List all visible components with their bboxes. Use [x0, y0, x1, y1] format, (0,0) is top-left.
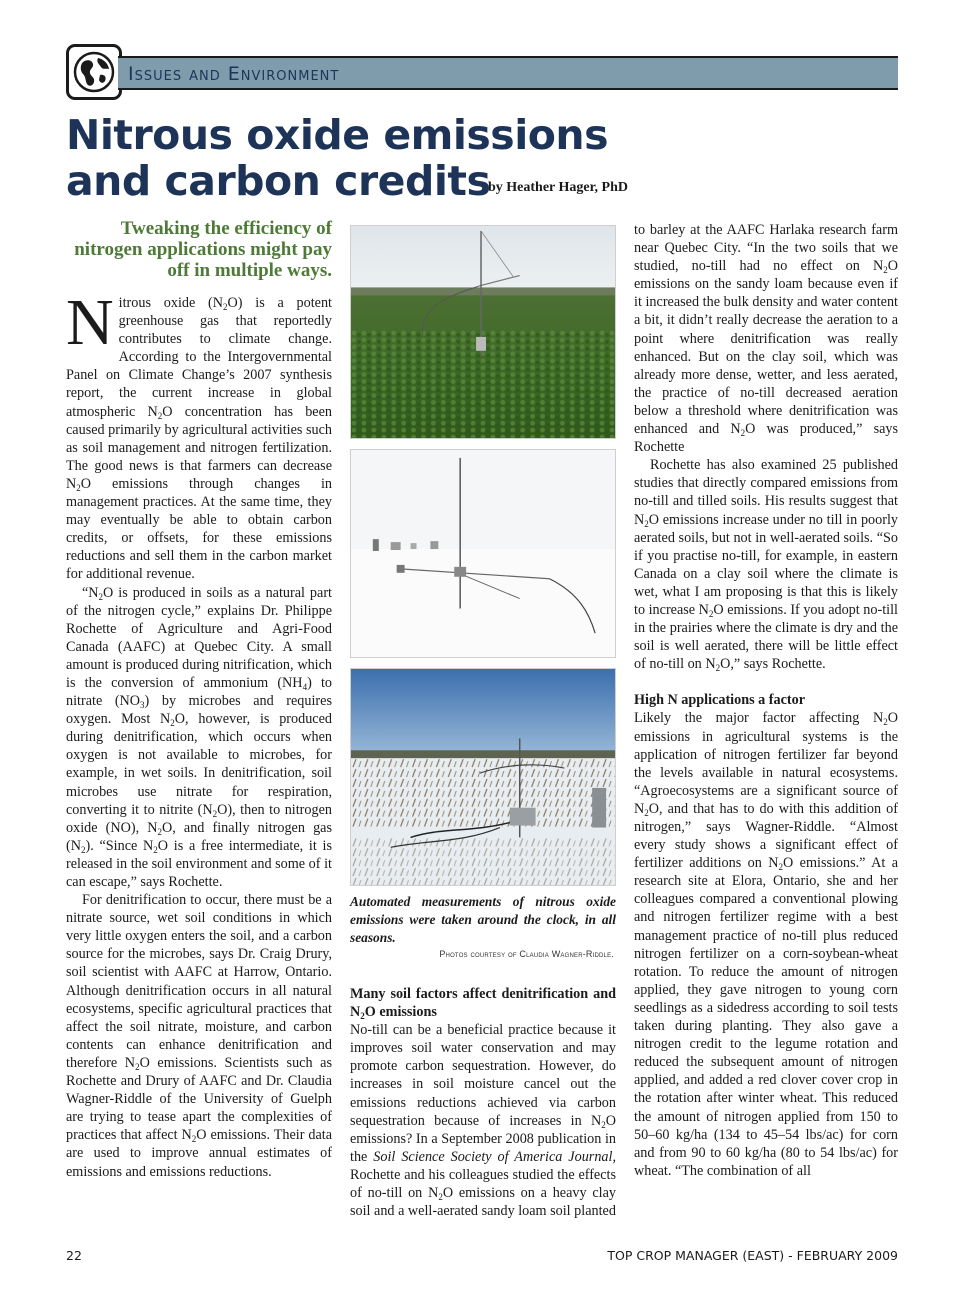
column-2	[350, 985, 616, 1220]
text-run: ) by microbes and requires oxygen. Most N	[66, 693, 332, 728]
subhead-high-n: High N applications a factor	[634, 692, 806, 709]
text-run: “N	[82, 584, 99, 601]
paragraph	[66, 891, 332, 1181]
text-run: O, however, is produced during denitrification, which occurs when oxygen is not available to microbes, for example, in wet soils. In denitrification, soil microbes use nitrate for respiration, converting it to nitrite (N	[66, 711, 332, 818]
text-run: O was produced,” says Rochette	[634, 421, 898, 456]
text-run: itrous oxide (N	[118, 295, 224, 311]
text-run: O emissions	[364, 1004, 437, 1021]
subscript: 2	[740, 428, 746, 439]
subscript: 2	[98, 591, 104, 602]
photo-snowy-cornfield	[350, 668, 616, 886]
photo-winter-tower	[350, 449, 616, 658]
text-run: For denitrification to occur, there must be a nitrate source, wet soil conditions in which very little oxygen enters the soil, and a carbon source for the microbes, says Dr. Craig Drury, soil scientist with AAFC at Harrow, Ontario. Although denitrification occurs in all natural ecosystems, specific agricultural practices that affect the soil nitrate, moisture, and carbon contents can enhance denitrification and therefore N	[66, 892, 332, 1071]
figure-caption: Automated measurements of nitrous oxide emissions were taken around the clock, in all seasons.	[350, 894, 616, 945]
subscript: 2	[212, 808, 218, 819]
text-run: O emissions? In a September 2008 publication in the	[350, 1112, 616, 1165]
text-run: to barley at the AAFC Harlaka research farm near Quebec City. “In the two soils that we studied, no-till had no effect on N	[634, 222, 898, 275]
text-run: ). “Since N	[85, 837, 154, 854]
subscript: 3	[140, 700, 145, 711]
text-run: O is a free intermediate, it is released in the soil environment and some of it can escape,” says Rochette.	[66, 837, 332, 890]
text-run: O is produced in soils as a natural part of the nitrogen cycle,” explains Dr. Philippe Rochette of Agriculture and Agri-Food Canada (AAFC) at Quebec City. A small amount is produced during nitrification, which is the conversion of ammonium (NH	[66, 584, 332, 691]
text-run: O, and finally nitrogen gas (N	[66, 819, 332, 854]
subscript: 2	[601, 1119, 606, 1130]
subscript: 2	[715, 663, 721, 674]
byline: by Heather Hager, PhD	[488, 180, 628, 195]
subscript: 2	[223, 302, 228, 312]
section-label: Issues and Environment	[128, 63, 340, 85]
text-run: O concentration has been caused primarily by agricultural activities such as soil management and nitrogen fertilization. The good news is that farmers can decrease N	[66, 403, 332, 492]
subscript: 2	[708, 608, 714, 619]
text-run: O emissions in agricultural systems is the application of nitrogen fertilizer far beyond the levels available in natural ecosystems. “Agroecosystems are a significant source of N	[634, 710, 898, 817]
subscript: 2	[80, 844, 86, 855]
subscript: 2	[778, 862, 784, 873]
paragraph	[66, 584, 332, 892]
text-run: Many soil factors affect denitrification and N	[350, 986, 616, 1021]
photo-credit: Photos courtesy of Claudia Wagner-Riddle.	[439, 949, 614, 959]
journal-name: Soil Science Society of America Journal,	[373, 1148, 616, 1165]
globe-icon	[72, 50, 116, 94]
text-run: O, and that has to do with this addition of nitrogen,” says Wagner-Riddle. “Almost every study shows a significant effect of fertilizer additions on N	[634, 800, 898, 872]
subscript: 2	[883, 717, 888, 728]
page-number: 22	[66, 1248, 82, 1263]
subscript: 2	[157, 410, 163, 421]
subscript: 2	[644, 518, 649, 529]
subscript: 2	[438, 1192, 443, 1203]
paragraph	[634, 221, 898, 456]
drop-cap: N	[66, 286, 114, 359]
subscript: 4	[302, 681, 308, 692]
subscript: 2	[360, 1011, 365, 1022]
subscript: 2	[191, 1134, 197, 1145]
subhead-soil-factors	[350, 985, 616, 1021]
title-line-2: and carbon credits	[66, 157, 491, 205]
subscript: 2	[157, 826, 162, 837]
subscript: 2	[153, 844, 158, 855]
deck: Tweaking the efficiency of nitrogen applications might pay off in multiple ways.	[74, 218, 332, 281]
section-logo	[66, 44, 122, 100]
subscript: 2	[644, 807, 649, 818]
text-run: ) to nitrate (NO	[66, 674, 332, 710]
subscript: 2	[76, 482, 81, 493]
column-3	[634, 221, 898, 1180]
subscript: 2	[170, 718, 175, 729]
subscript: 2	[135, 1061, 140, 1072]
text-run: O), then to nitrogen oxide (NO), N	[66, 801, 332, 836]
text-run: Likely the major factor affecting N	[634, 710, 884, 727]
subscript: 2	[883, 265, 888, 276]
text-run: O emissions increase under no till in poorly aerated soils, but not in well-aerated soils. “So if you practise no-till, for example, in eastern Canada on a clay soil where the climate is wet, what I am proposing is that this is likely to increase N	[634, 511, 898, 618]
text-run: O emissions on the sandy loam because even if it increased the bulk density and water content a bit, it didn’t really decrease the aeration to a point where denitrification was really enhanced. But on the clay soil, which was already more dense, wetter, and less aerated, the practice of no-till decreased aeration below a threshold where denitrification was enhanced and N	[634, 258, 898, 438]
text-run: O emissions.” At a research site at Elora, Ontario, she and her colleagues compared a conventional plowing and nitrogen fertilizer regime with a best management practice of no-till plus reduced nitrogen fertilizer on a corn-soybean-wheat rotation. To reduce the amount of nitrogen applied, they gave nitrogen to young corn seedlings as a sidedress according to soil tests taken during planting. They also gave a nitrogen credit to the legume rotation and reduced the subsequent amount of nitrogen applied, and added a red clover cover crop in the rotation after winter wheat. This reduced the amount of nitrogen applied from 150 to 50–60 kg/ha (134 to 45–54 lbs/ac) for corn and from 90 to 60 kg/ha (80 to 54 lbs/ac) for wheat. “The combination of all	[634, 855, 898, 1179]
text-run: O) is a potent greenhouse gas that reportedly contributes to climate change. According to the Intergovernmental Panel on Climate Change’s 2007 synthesis report, the current increase in global atmospheric N	[66, 295, 332, 420]
text-run: Rochette has also examined 25 published studies that directly compared emissions from no-till and tilled soils. His results suggest that N	[634, 457, 898, 528]
text-run: O emissions on a heavy clay soil and a well-aerated sandy loam soil planted	[350, 1185, 617, 1220]
text-run: No-till can be a beneficial practice because it improves soil water conservation and may promote carbon sequestration. However, do increases in soil moisture cancel out the emissions reductions achieved via carbon sequestration because of increases in N	[350, 1022, 616, 1129]
text-run: O emissions. Their data are used to improve annual estimates of emissions and emissions reductions.	[66, 1127, 332, 1180]
text-run: O,” says Rochette.	[720, 656, 826, 673]
publication-info: TOP CROP MANAGER (EAST) - FEBRUARY 2009	[607, 1248, 898, 1263]
paragraph	[350, 1021, 616, 1220]
text-run: O emissions. If you adopt no-till in the prairies where the climate is dry and the soil is well aerated, there will be little effect of no-till on N	[634, 601, 898, 673]
text-run: O emissions. Scientists such as Rochette and Drury of AAFC and Dr. Claudia Wagner-Riddle of the University of Guelph are trying to tease apart the complexities of practices that affect N	[66, 1054, 332, 1144]
paragraph	[634, 709, 898, 1179]
paragraph	[66, 286, 332, 584]
photo-soybean-field	[350, 225, 616, 439]
text-run: O emissions through changes in management practices. At the same time, they may eventually be able to obtain carbon credits, or offsets, for these emissions reductions and sell them in the carbon market for additional revenue.	[66, 475, 332, 583]
title-line-1: Nitrous oxide emissions	[66, 111, 609, 159]
section-band	[118, 56, 898, 90]
text-run: Rochette and his colleagues studied the effects of no-till on N	[350, 1166, 616, 1202]
column-1	[66, 286, 332, 1181]
paragraph	[634, 456, 898, 673]
